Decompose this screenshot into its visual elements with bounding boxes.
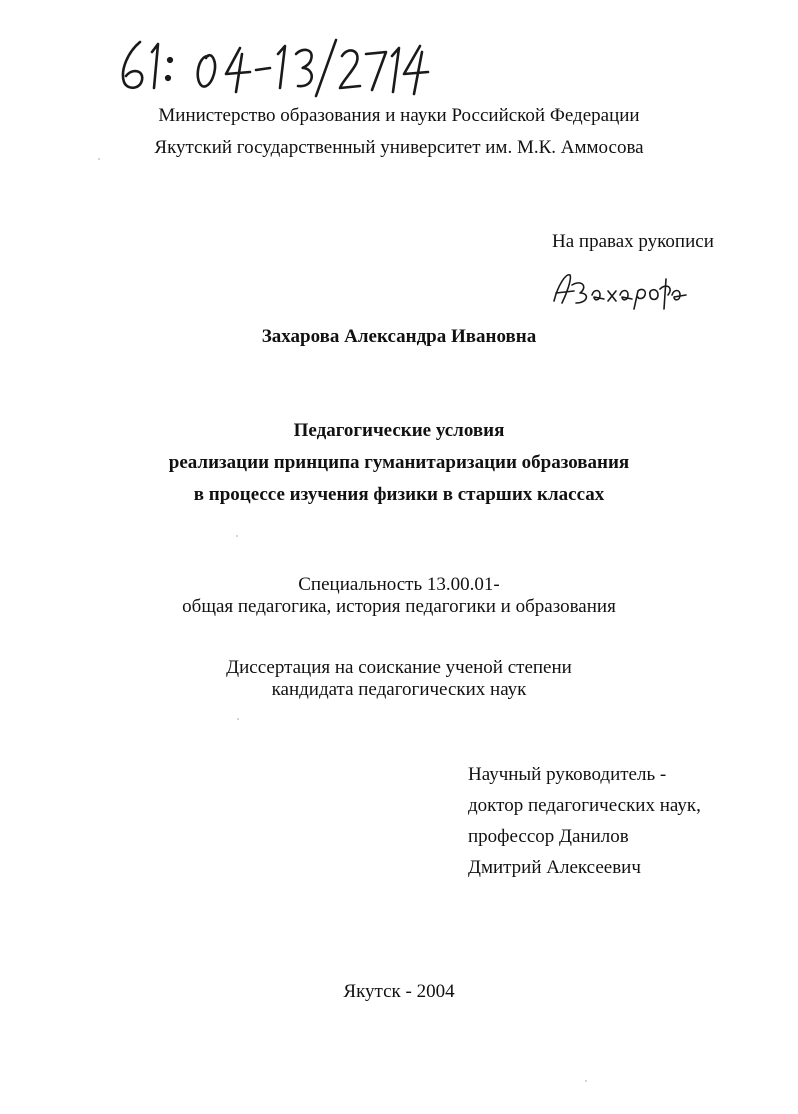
author-signature <box>548 265 688 315</box>
manuscript-rights: На правах рукописи <box>552 231 714 252</box>
scan-speck <box>585 1080 587 1082</box>
supervisor-line-2: доктор педагогических наук, <box>468 795 701 816</box>
scan-speck <box>237 718 239 720</box>
scan-speck <box>236 535 238 537</box>
city-year: Якутск - 2004 <box>343 981 455 1002</box>
specialty-line-2: общая педагогика, история педагогики и образования <box>182 596 616 617</box>
degree-line-1: Диссертация на соискание ученой степени <box>226 657 572 678</box>
title-line-1: Педагогические условия <box>293 420 505 441</box>
university-line: Якутский государственный университет им. М.К. Аммосова <box>154 137 644 158</box>
degree-line-2: кандидата педагогических наук <box>271 679 527 700</box>
supervisor-line-4: Дмитрий Алексеевич <box>468 857 641 878</box>
scan-speck <box>98 158 100 160</box>
title-line-3: в процессе изучения физики в старших классах <box>193 484 605 505</box>
supervisor-line-1: Научный руководитель - <box>468 764 667 785</box>
handwritten-archive-code <box>110 30 430 100</box>
ministry-line: Министерство образования и науки Российской Федерации <box>158 105 640 126</box>
specialty-line-1: Специальность 13.00.01- <box>298 574 500 595</box>
title-line-2: реализации принципа гуманитаризации образования <box>168 452 630 473</box>
author-name: Захарова Александра Ивановна <box>261 326 537 347</box>
supervisor-line-3: профессор Данилов <box>468 826 629 847</box>
